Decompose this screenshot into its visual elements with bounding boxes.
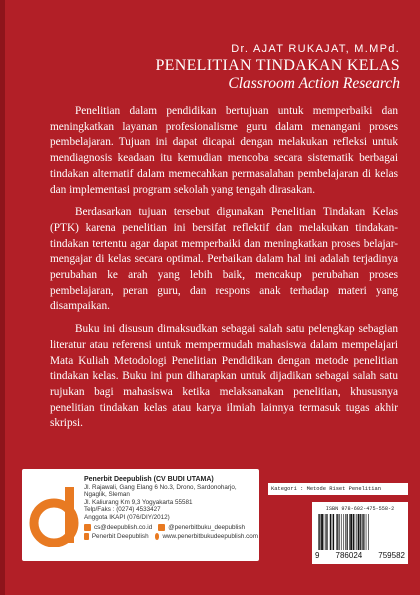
contact-row-1 bbox=[84, 524, 258, 532]
barcode-box bbox=[312, 502, 408, 564]
email-icon bbox=[84, 524, 91, 531]
book-subtitle: Classroom Action Research bbox=[228, 75, 400, 92]
contact-row-2 bbox=[84, 533, 258, 541]
publisher-facebook: Penerbit Deepublish bbox=[91, 533, 149, 541]
cover-border-strip bbox=[0, 0, 5, 595]
synopsis bbox=[50, 104, 398, 439]
author-name: Dr. AJAT RUKAJAT, M.MPd. bbox=[231, 43, 400, 55]
publisher-name: Penerbit Deepublish (CV BUDI UTAMA) bbox=[84, 476, 214, 483]
publisher-address-2: Jl. Kaliurang Km 9,3 Yogyakarta 55581 bbox=[84, 498, 193, 506]
category-label: Kategori : Metode Riset Penelitian bbox=[268, 483, 408, 495]
synopsis-paragraph-3: Buku ini disusun dimaksudkan sebagai salah satu pelengkap sebagian literatur atau referensi untuk mempermudah mahasiswa dalam mempelajari Mata Kuliah Metodologi Penelitian Pendidikan dengan metode penelitian tindakan kelas. Buku ini pun diharapkan untuk dijadikan sebagai salah satu rujukan bagi mahasiswa ketika melaksanakan penelitian, khususnya penelitian tindakan kelas atau karya ilmiah lainnya termasuk tugas akhir skripsi. bbox=[50, 323, 398, 430]
barcode-digit-left: 9 bbox=[315, 551, 320, 560]
barcode-digits bbox=[312, 551, 408, 560]
publisher-address-1: Jl. Rajawali, Gang Elang 6 No.3, Drono, Sardonoharjo, Ngaglik, Sleman bbox=[84, 483, 237, 499]
publisher-email: cs@deepublish.co.id bbox=[94, 523, 153, 531]
publisher-instagram: @penerbitbuku_deepublish bbox=[168, 523, 245, 531]
barcode-bars bbox=[318, 514, 404, 550]
book-title: PENELITIAN TINDAKAN KELAS bbox=[155, 57, 400, 74]
publisher-info-box bbox=[22, 469, 259, 561]
synopsis-paragraph-1: Penelitian dalam pendidikan bertujuan untuk memperbaiki dan meningkatkan layanan profesionalisme guru dalam menangani proses pembelajaran. Tujuan ini dapat dicapai dengan melakukan refleksi untuk mendiagnosis keadaan itu kemudian mencoba secara sistematik berbagai tindakan alternatif dalam memecahkan permasalahan pembelajaran di kelas dan implementasi program sekolah yang tengah dirasakan. bbox=[50, 105, 398, 196]
instagram-icon bbox=[158, 524, 165, 531]
publisher-membership: Anggota IKAPI (076/DIY/2012) bbox=[84, 513, 170, 521]
publisher-phone: Telp/Faks : (0274) 4533427 bbox=[84, 506, 161, 514]
barcode-group-2: 759582 bbox=[378, 551, 405, 560]
barcode-group-1: 786024 bbox=[335, 551, 363, 560]
deepublish-logo-icon bbox=[29, 483, 79, 547]
publisher-website: www.penerbitbukudeepublish.com bbox=[162, 533, 258, 541]
isbn-text: ISBN 978-602-475-558-2 bbox=[325, 506, 395, 512]
globe-icon bbox=[155, 533, 160, 540]
cover-header bbox=[100, 42, 400, 92]
facebook-icon bbox=[84, 533, 89, 540]
publisher-details bbox=[84, 476, 258, 541]
synopsis-paragraph-2: Berdasarkan tujuan tersebut digunakan Penelitian Tindakan Kelas (PTK) karena penelitian ini bersifat reflektif dan melakukan tindakan-tindakan tertentu agar dapat memperbaiki dan meningkatkan proses belajar-mengajar di kelas secara optimal. Perbaikan dalam hal ini adalah terjadinya perubahan ke arah yang lebih baik, mencakup perubahan proses pembelajaran, peran guru, dan respons anak terhadap materi yang disampaikan. bbox=[50, 206, 398, 313]
